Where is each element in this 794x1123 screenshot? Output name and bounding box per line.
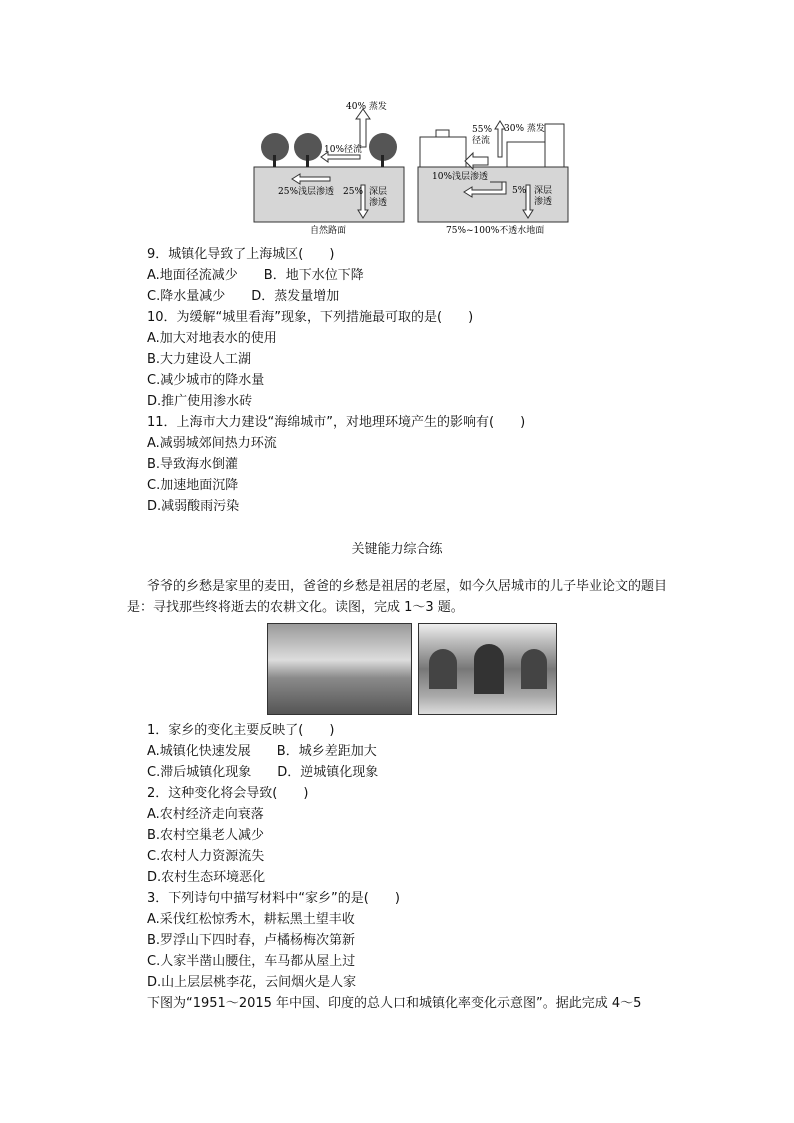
answer-option: A.减弱城郊间热力环流 <box>147 436 277 451</box>
question-line: 10．为缓解“城里看海”现象，下列措施最可取的是( ) <box>147 310 474 325</box>
wheat-field-photo <box>267 623 412 715</box>
svg-text:径流: 径流 <box>472 136 491 146</box>
natural-surface-panel <box>254 100 404 236</box>
answer-option: D.减弱酸雨污染 <box>147 499 240 514</box>
answer-option: D.推广使用渗水砖 <box>147 394 253 409</box>
answer-option: C.加速地面沉降 <box>147 478 239 493</box>
svg-text:自然路面: 自然路面 <box>310 226 347 236</box>
answer-option: D.山上层层桃李花，云间烟火是人家 <box>147 975 357 990</box>
intro-paragraph: 爷爷的乡愁是家里的麦田，爸爸的乡愁是祖居的老屋，如今久居城市的儿子毕业论文的题目是：寻找那些终将逝去的农耕文化。读图，完成 1～3 题。 <box>127 579 668 615</box>
question-line: 下图为“1951～2015 年中国、印度的总人口和城镇化率变化示意图”。据此完成 4～5 <box>147 996 642 1011</box>
answer-option: A.城镇化快速发展 B．城乡差距加大 <box>147 744 377 759</box>
urban-surface-panel <box>418 121 568 236</box>
svg-text:30% 蒸发: 30% 蒸发 <box>504 124 545 134</box>
answer-option: A.地面径流减少 B．地下水位下降 <box>147 268 364 283</box>
svg-text:10%浅层渗透: 10%浅层渗透 <box>432 172 489 182</box>
water-cycle-diagram <box>250 97 572 239</box>
question-line: 9．城镇化导致了上海城区( ) <box>147 247 335 262</box>
answer-option: A.采伐红松惊秀木，耕耘黑土望丰收 <box>147 912 355 927</box>
answer-option: B.农村空巢老人减少 <box>147 828 265 843</box>
svg-text:渗透: 渗透 <box>369 198 388 208</box>
answer-option: D.农村生态环境恶化 <box>147 870 266 885</box>
answer-option: B.大力建设人工湖 <box>147 352 252 367</box>
svg-text:深层: 深层 <box>369 187 388 197</box>
svg-text:25%浅层渗透: 25%浅层渗透 <box>278 187 335 197</box>
answer-option: C.降水量减少 D．蒸发量增加 <box>147 289 340 304</box>
svg-text:75%~100%不透水地面: 75%~100%不透水地面 <box>446 226 545 236</box>
answer-option: B.导致海水倒灌 <box>147 457 239 472</box>
cave-house-photo <box>418 623 557 715</box>
svg-text:10%径流: 10%径流 <box>324 145 363 155</box>
svg-text:5%: 5% <box>512 186 527 196</box>
answer-option: A.加大对地表水的使用 <box>147 331 277 346</box>
svg-text:深层: 深层 <box>534 186 553 196</box>
answer-option: C.滞后城镇化现象 D．逆城镇化现象 <box>147 765 379 780</box>
question-line: 3．下列诗句中描写材料中“家乡”的是( ) <box>147 891 400 906</box>
section-heading: 关键能力综合练 <box>351 542 443 557</box>
answer-option: B.罗浮山下四时春，卢橘杨梅次第新 <box>147 933 356 948</box>
question-line: 11．上海市大力建设“海绵城市”，对地理环境产生的影响有( ) <box>147 415 526 430</box>
svg-text:25%: 25% <box>343 187 364 197</box>
answer-option: C.人家半凿山腰住，车马都从屋上过 <box>147 954 356 969</box>
svg-text:渗透: 渗透 <box>534 197 553 207</box>
question-line: 2．这种变化将会导致( ) <box>147 786 309 801</box>
answer-option: C.减少城市的降水量 <box>147 373 265 388</box>
question-line: 1．家乡的变化主要反映了( ) <box>147 723 335 738</box>
answer-option: A.农村经济走向衰落 <box>147 807 264 822</box>
answer-option: C.农村人力资源流失 <box>147 849 265 864</box>
svg-text:55%: 55% <box>472 125 493 135</box>
svg-text:40% 蒸发: 40% 蒸发 <box>346 102 387 112</box>
